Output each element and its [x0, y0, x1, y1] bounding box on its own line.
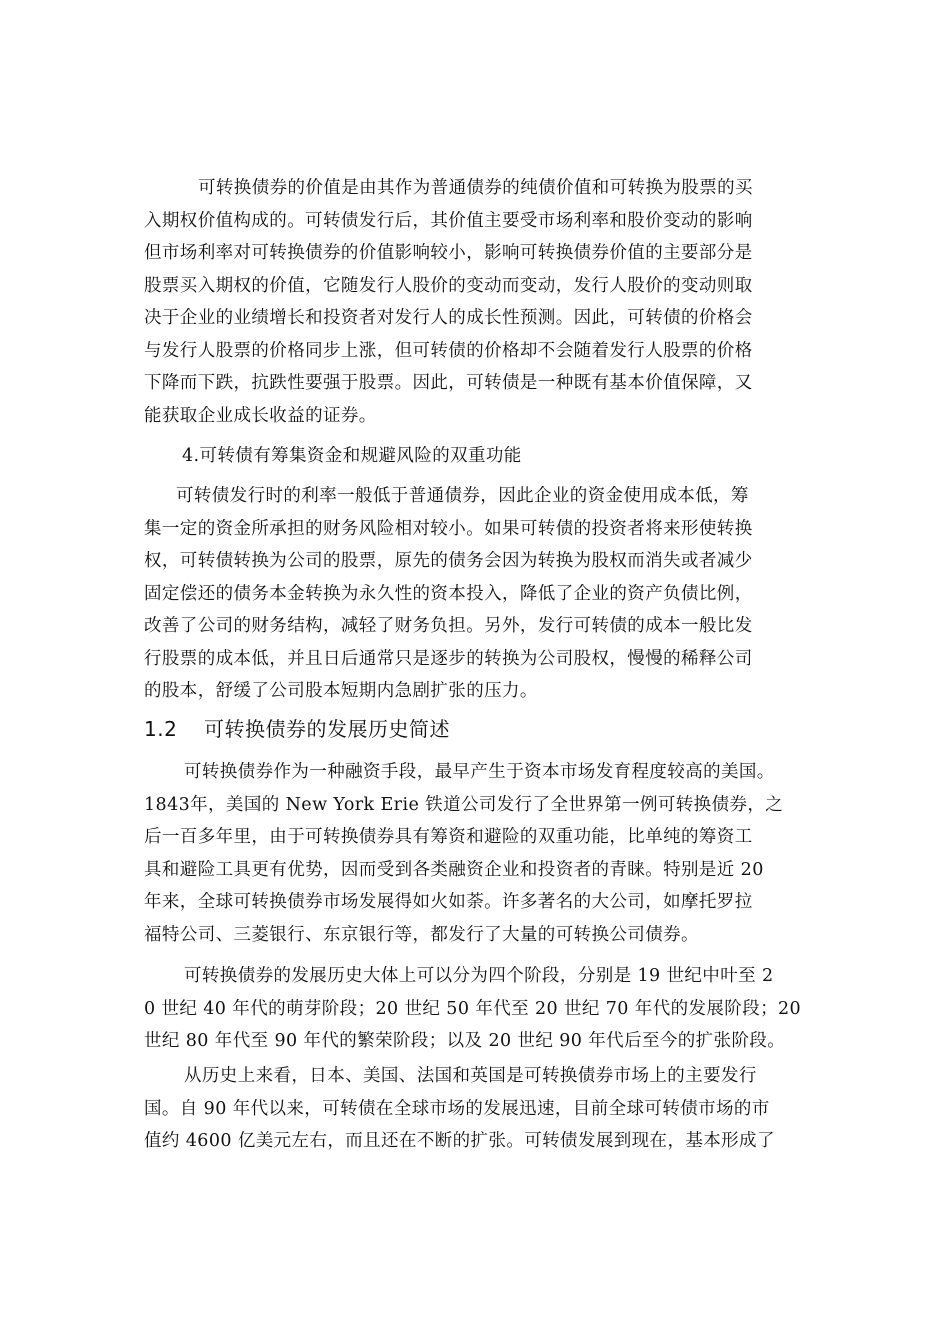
paragraph-line: 入期权价值构成的。可转债发行后，其价值主要受市场利率和股价变动的影响: [144, 210, 753, 231]
paragraph-line: 股票买入期权的价值，它随发行人股价的变动而变动，发行人股价的变动则取: [144, 275, 753, 296]
paragraph-line: 福特公司、三菱银行、东京银行等，都发行了大量的可转换公司债券。: [144, 924, 699, 945]
paragraph-financing-risk: [144, 480, 809, 708]
paragraph-line: 国。自 90 年代以来，可转债在全球市场的发展迅速，目前全球可转债市场的市: [144, 1098, 770, 1119]
paragraph-line: 的股本，舒缓了公司股本短期内急剧扩张的压力。: [144, 681, 538, 701]
paragraph-line: 1843年，美国的 New York Erie 铁道公司发行了全世界第一例可转换债券，之: [144, 794, 784, 815]
paragraph-line: 世纪 80 年代至 90 年代的繁荣阶段；以及 20 世纪 90 年代后至今的扩张阶段。: [144, 1031, 786, 1051]
paragraph-line: 决于企业的业绩增长和投资者对发行人的成长性预测。因此，可转债的价格会: [144, 308, 753, 328]
paragraph-line: 可转换债券的价值是由其作为普通债券的纯债价值和可转换为股票的买: [198, 178, 753, 198]
paragraph-major-markets: [144, 1060, 809, 1158]
paragraph-line: 与发行人股票的价格同步上涨，但可转债的价格却不会随着发行人股票的价格: [144, 340, 753, 361]
paragraph-line: 改善了公司的财务结构，减轻了财务负担。另外，发行可转债的成本一般比发: [144, 616, 753, 636]
subheading-dual-function: [144, 440, 809, 473]
paragraph-line: 值约 4600 亿美元左右，而且还在不断的扩张。可转债发展到现在，基本形成了: [144, 1131, 775, 1151]
paragraph-line: 但市场利率对可转换债券的价值影响较小，影响可转换债券价值的主要部分是: [144, 243, 753, 263]
paragraph-line: 可转债发行时的利率一般低于普通债券，因此企业的资金使用成本低，筹: [176, 486, 749, 506]
paragraph-line: 具和避险工具更有优势，因而受到各类融资企业和投资者的青睐。特别是近 20: [144, 859, 764, 880]
paragraph-line: 能获取企业成长收益的证券。: [144, 405, 377, 426]
paragraph-history-origin: [144, 756, 809, 951]
paragraph-line: 行股票的成本低，并且日后通常只是逐步的转换为公司股权，慢慢的稀释公司: [144, 648, 753, 669]
paragraph-value-composition: [144, 172, 809, 432]
paragraph-line: 下降而下跌，抗跌性要强于股票。因此，可转债是一种既有基本价值保障，又: [144, 373, 753, 393]
paragraph-line: 集一定的资金所承担的财务风险相对较小。如果可转债的投资者将来形使转换: [144, 518, 753, 539]
paragraph-line: 年来，全球可转换债券市场发展得如火如荼。许多著名的大公司，如摩托罗拉: [144, 892, 753, 912]
paragraph-line: 权，可转债转换为公司的股票，原先的债务会因为转换为股权而消失或者减少: [144, 551, 753, 571]
paragraph-line: 可转换债券作为一种融资手段，最早产生于资本市场发育程度较高的美国。: [184, 762, 775, 782]
section-number: 1.2: [144, 717, 178, 741]
paragraph-line: 从历史上来看，日本、美国、法国和英国是可转换债券市场上的主要发行: [184, 1066, 757, 1086]
section-title: 可转换债券的发展历史简述: [204, 717, 450, 741]
paragraph-line: 后一百多年里，由于可转换债券具有筹资和避险的双重功能，比单纯的筹资工: [144, 827, 753, 847]
paragraph-history-stages: [144, 960, 809, 1058]
section-heading: [144, 712, 450, 746]
paragraph-line: 可转换债券的发展历史大体上可以分为四个阶段，分别是 19 世纪中叶至 2: [184, 966, 774, 986]
subheading-text: 4.可转债有筹集资金和规避风险的双重功能: [182, 446, 522, 466]
paragraph-line: 0 世纪 40 年代的萌芽阶段；20 世纪 50 年代至 20 世纪 70 年代的发展阶段；20: [144, 998, 802, 1019]
paragraph-line: 固定偿还的债务本金转换为永久性的资本投入，降低了企业的资产负债比例，: [144, 583, 753, 604]
